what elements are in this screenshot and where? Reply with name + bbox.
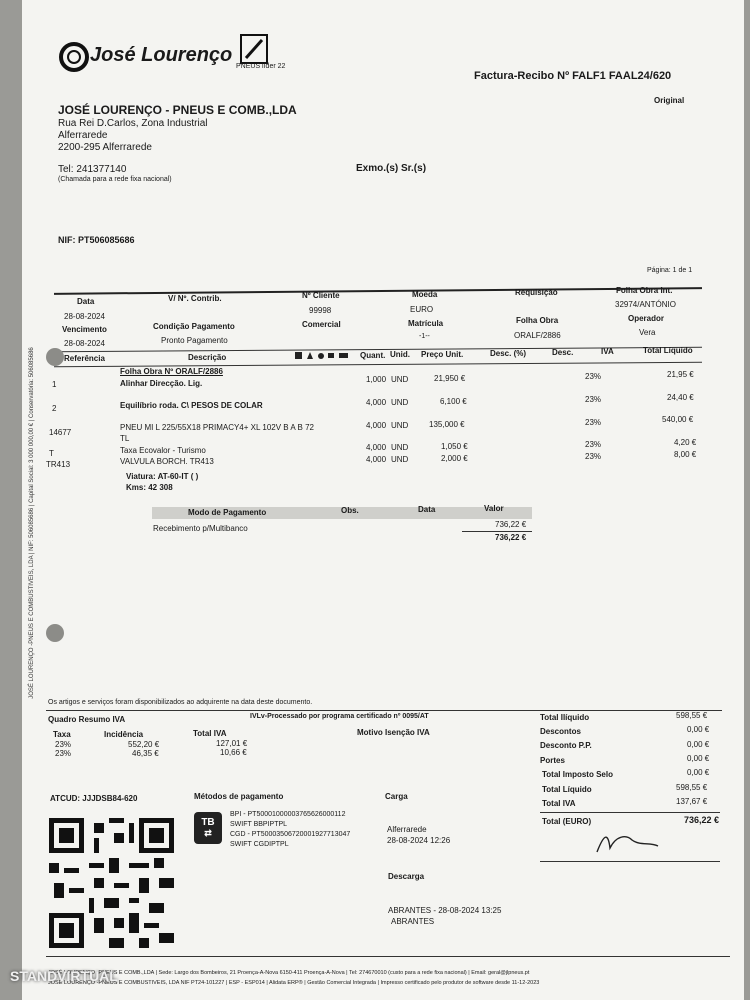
col-qty: Quant. [360,351,386,360]
line-ref: 14677 [49,428,72,437]
footer-rule [46,956,730,957]
matricula-label: Matrícula [408,319,444,328]
punch-hole [46,348,64,366]
metodos-label: Métodos de pagamento [194,792,284,801]
iva-taxa-label: Taxa [53,730,71,739]
line-preco: 6,100 € [440,397,467,406]
logo-sub: PNEUS líder 22 [236,63,286,70]
iva-cert: IVLv-Processado por programa certificado nº 0095/AT [250,713,429,720]
data-value: 28-08-2024 [64,312,105,321]
punch-hole [46,624,64,642]
total-value: 598,55 € [676,711,708,720]
data-label: Data [77,297,95,306]
line-desc: PNEU MI L 225/55X18 PRIMACY4+ XL 102V B A B 72 [120,423,314,432]
bpi-iban: BPI - PT50001000003765626000112 [230,811,346,818]
folha-label: Folha Obra [516,316,559,325]
total-label: Descontos [540,727,581,736]
total-value: 598,55 € [676,783,708,792]
requisicao-label: Requisição [515,288,558,297]
bpi-swift: SWIFT BBPIPTPL [230,821,288,828]
descarga-label: Descarga [388,872,425,881]
iva-row-total: 127,01 € [216,739,248,748]
line-ref: 1 [52,380,57,389]
line-unid: UND [391,443,409,452]
folha-int-label: Folha Obra Int. [616,286,673,295]
watermark-text: STANDVIRTUAL [10,968,118,984]
total-euro-rule [540,812,720,813]
total-value: 137,67 € [676,797,708,806]
iva-row-incid: 552,20 € [128,740,160,749]
line-desc: Alinhar Direcção. Lig. [120,379,203,388]
total-value: 0,00 € [687,768,710,777]
folha-int-value: 32974/ANTÓNIO [615,300,676,309]
company-tel-note: (Chamada para a rede fixa nacional) [58,176,172,183]
iva-row-total: 10,66 € [220,748,247,757]
line-ref: T [49,449,54,458]
line-qty: 4,000 [366,421,387,430]
modo-label: Modo de Pagamento [188,508,267,517]
line-unid: UND [391,398,409,407]
line-unid: UND [391,375,409,384]
viatura: Viatura: AT-60-IT ( ) [126,472,199,481]
iva-title: Quadro Resumo IVA [48,715,126,724]
col-preco: Preço Unit. [421,350,464,359]
total-label: Total Líquido [542,785,592,794]
doc-original: Original [654,96,685,105]
venc-label: Vencimento [62,325,107,334]
qr-code [49,818,174,948]
total-label: Desconto P.P. [540,741,592,750]
logo-tire-icon [59,42,89,72]
descarga-place: ABRANTES [391,917,435,926]
iva-row-taxa: 23% [55,740,72,749]
tb-logo-text: TB [201,817,215,828]
folha-obra-line: Folha Obra Nº ORALF/2886 [120,367,223,376]
modo-value: Recebimento p/Multibanco [153,524,248,533]
line-iva: 23% [585,440,602,449]
line-iva: 23% [585,418,602,427]
cond-label: Condição Pagamento [153,322,235,331]
company-tel: Tel: 241377140 [58,164,127,175]
line-total: 4,20 € [674,438,697,447]
line-ref: 2 [52,404,57,413]
total-label: Portes [540,756,565,765]
carga-place: Alferrarede [387,825,427,834]
line-desc: Equilíbrio roda. C\ PESOS DE COLAR [120,401,263,410]
invoice-page [22,0,744,1000]
company-address2: Alferrarede [58,130,108,141]
cliente-value: 99998 [309,306,332,315]
comercial-label: Comercial [302,320,341,329]
pag-data-label: Data [418,505,436,514]
standvirtual-watermark [0,962,150,996]
col-total: Total Líquido [643,346,693,355]
line-iva: 23% [585,372,602,381]
line-qty: 4,000 [366,443,387,452]
line-total: 8,00 € [674,450,697,459]
iva-motivo: Motivo Isenção IVA [357,728,430,737]
total-euro-value: 736,22 € [684,815,720,825]
tb-logo [194,812,222,844]
company-address1: Rua Rei D.Carlos, Zona Industrial [58,118,208,129]
line-iva: 23% [585,452,602,461]
header-rule [54,287,702,295]
total-euro-label: Total (EURO) [542,817,592,826]
line-desc2: TL [120,434,130,443]
signature-rule [540,861,720,862]
cliente-label: Nº Cliente [302,291,340,300]
transfer-arrows-icon: ⇄ [204,828,212,838]
obs-label: Obs. [341,506,359,515]
col-ref: Referência [64,354,105,363]
footer-text: JOSÉ LOURENÇO -PNEUS E COMB.,LDA | Sede: Largo dos Bombeiros, 21 Proença-A-Nova 6150-411 Proença-A-Nova | Tel: 274670010 (custo para a rede fixa nacional) | Email: geral@jlpneus.pt [48,970,530,976]
line-preco: 1,050 € [441,442,468,451]
carga-date: 28-08-2024 12:26 [387,836,451,845]
cond-value: Pronto Pagamento [161,336,228,345]
logo-text: José Lourenço [90,44,233,66]
doc-title: Factura-Recibo Nº FALF1 FAAL24/620 [474,70,672,82]
line-preco: 2,000 € [441,454,468,463]
tyre-label-icons [294,350,350,360]
line-iva: 23% [585,395,602,404]
pag-valor: 736,22 € [495,520,527,529]
folha-value: ORALF/2886 [514,331,561,340]
contrib-label: V/ Nº. Contrib. [168,294,222,303]
total-label: Total Imposto Selo [542,770,613,779]
col-descv: Desc. [552,348,574,357]
cgd-swift: SWIFT CGDIPTPL [230,841,289,848]
company-address3: 2200-295 Alferrarede [58,142,152,153]
total-value: 0,00 € [687,754,710,763]
total-label: Total Ilíquido [540,713,590,722]
signature [592,826,662,856]
line-desc: VALVULA BORCH. TR413 [120,457,214,466]
line-unid: UND [391,421,409,430]
venc-value: 28-08-2024 [64,339,105,348]
line-qty: 4,000 [366,398,387,407]
line-total: 24,40 € [667,393,694,402]
iva-incid-label: Incidência [104,730,144,739]
footnote: Os artigos e serviços foram disponibilizados ao adquirente na data deste documento. [48,699,313,706]
line-qty: 4,000 [366,455,387,464]
line-total: 540,00 € [662,415,694,424]
line-ref: TR413 [46,460,71,469]
iva-row-taxa: 23% [55,749,72,758]
pag-total-rule [462,531,532,532]
iva-total-label: Total IVA [193,729,227,738]
line-total: 21,95 € [667,370,694,379]
descarga-place-date: ABRANTES - 28-08-2024 13:25 [388,906,502,915]
summary-rule [46,710,722,711]
iva-row-incid: 46,35 € [132,749,159,758]
moeda-value: EURO [410,305,434,314]
kms: Kms: 42 308 [126,483,173,492]
page-number: Página: 1 de 1 [647,267,693,274]
atcud: ATCUD: JJJDSB84-620 [50,794,138,803]
col-desc: Descrição [188,353,227,362]
total-value: 0,00 € [687,740,710,749]
valor-label: Valor [484,504,504,513]
side-legal-text: JOSÉ LOURENÇO -PNEUS E COMBUSTIVEIS, LDA | NIF: 506085686 | Capital Social: 3 000 000,00 € | Conservatória: 506085686 [29,347,35,699]
logo-badge-icon [240,34,268,64]
recipient-label: Exmo.(s) Sr.(s) [356,163,427,174]
carga-label: Carga [385,792,408,801]
operador-value: Vera [639,328,656,337]
line-desc: Taxa Ecovalor - Turismo [120,446,206,455]
footer-text2: JOSÉ LOURENÇO -PNEUS E COMBUSTIVEIS, LDA NIF PT24-101227 | ESP - ESP014 | Alidata ERP® | Gestão Comercial Integrada | Impresso certificado pelo produtor de software desde 11-12-2023 [48,980,540,986]
cgd-iban: CGD - PT50003506720001927713047 [230,831,351,838]
col-descpct: Desc. (%) [490,349,527,358]
matricula-value: -1-- [419,333,430,340]
line-preco: 135,000 € [429,420,465,429]
total-value: 0,00 € [687,725,710,734]
line-unid: UND [391,455,409,464]
company-name: JOSÉ LOURENÇO - PNEUS E COMB.,LDA [58,103,297,117]
line-preco: 21,950 € [434,374,466,383]
total-label: Total IVA [542,799,576,808]
operador-label: Operador [628,314,665,323]
line-qty: 1,000 [366,375,387,384]
moeda-label: Moeda [412,290,438,299]
col-iva: IVA [601,347,614,356]
col-unid: Unid. [390,350,410,359]
pag-total: 736,22 € [495,533,527,542]
company-nif: NIF: PT506085686 [58,235,135,245]
